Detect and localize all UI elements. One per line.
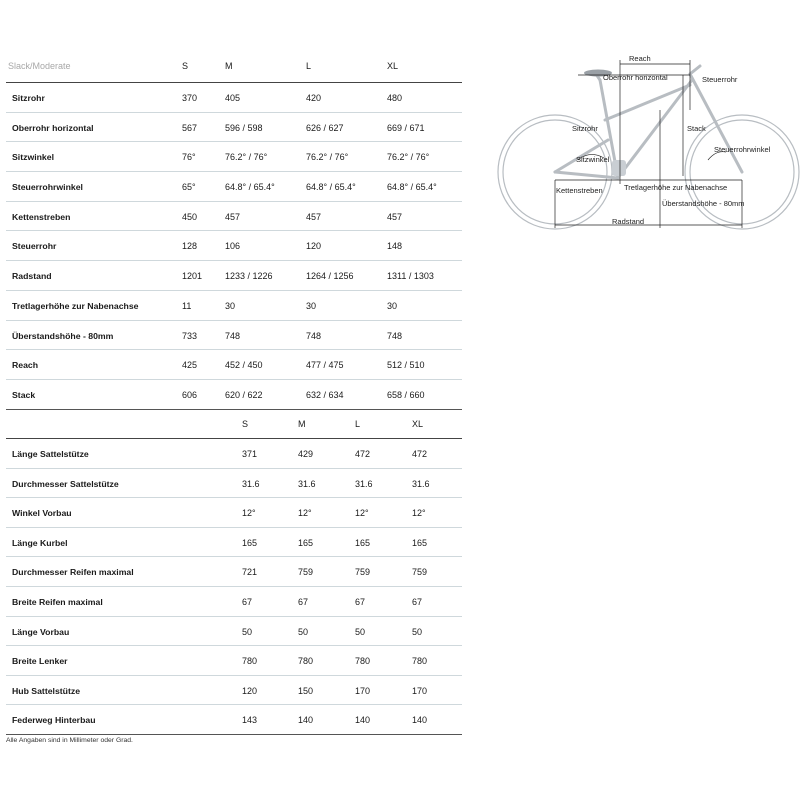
row-label: Sitzrohr xyxy=(12,93,45,103)
table-cell: 480 xyxy=(387,93,403,103)
geometry-table-header xyxy=(6,54,462,83)
bike-geometry-diagram xyxy=(492,48,771,238)
table-cell: 31.6 xyxy=(412,478,430,489)
table-cell: 620 / 622 xyxy=(225,389,263,400)
row-label: Überstandshöhe - 80mm xyxy=(12,330,114,341)
table-row xyxy=(6,557,462,587)
row-label: Radstand xyxy=(12,271,52,282)
row-label: Durchmesser Reifen maximal xyxy=(12,567,134,578)
table-cell: 106 xyxy=(225,241,241,252)
table-cell: 64.8° / 65.4° xyxy=(306,182,356,193)
table-cell: 452 / 450 xyxy=(225,360,263,371)
diagram-label-stack: Stack xyxy=(687,124,706,133)
table-cell: 76.2° / 76° xyxy=(387,152,430,163)
table-cell: 658 / 660 xyxy=(387,389,425,400)
table-row xyxy=(6,231,462,261)
diagram-label-bb-drop: Tretlagerhöhe zur Nabenachse xyxy=(624,183,728,192)
row-label: Hub Sattelstütze xyxy=(12,685,81,696)
table-cell: 370 xyxy=(182,93,198,103)
table-row xyxy=(6,676,462,706)
table-row xyxy=(6,113,462,143)
table-row xyxy=(6,587,462,617)
row-label: Steuerrohr xyxy=(12,241,57,252)
table-cell: 1311 / 1303 xyxy=(387,271,434,282)
table-cell: 669 / 671 xyxy=(387,122,425,133)
row-label: Reach xyxy=(12,360,39,371)
table-cell: 143 xyxy=(242,715,258,726)
table-cell: 50 xyxy=(298,626,309,637)
table-cell: 11 xyxy=(182,300,192,311)
row-label: Länge Kurbel xyxy=(12,537,68,548)
table-cell: 606 xyxy=(182,389,198,400)
diagram-label-head-angle: Steuerrohrwinkel xyxy=(714,145,771,154)
table-cell: 759 xyxy=(298,567,314,578)
row-label: Länge Vorbau xyxy=(12,626,70,637)
row-label: Länge Sattelstütze xyxy=(12,449,89,459)
components-table-header xyxy=(6,409,462,439)
table-row xyxy=(6,83,462,113)
table-cell: 50 xyxy=(242,626,253,637)
table-cell: 30 xyxy=(387,300,398,311)
size-header-l: L xyxy=(306,61,312,71)
table-cell: 748 xyxy=(306,330,322,341)
table-cell: 748 xyxy=(387,330,403,341)
table-cell: 76° xyxy=(182,152,196,163)
table-row xyxy=(6,172,462,202)
row-label: Winkel Vorbau xyxy=(12,508,72,519)
table-cell: 67 xyxy=(242,596,253,607)
size-header-xl: XL xyxy=(387,61,399,71)
table-cell: 31.6 xyxy=(298,478,316,489)
row-label: Federweg Hinterbau xyxy=(12,715,96,726)
table-cell: 759 xyxy=(412,567,428,578)
row-label: Breite Reifen maximal xyxy=(12,596,103,607)
table-cell: 477 / 475 xyxy=(306,360,344,371)
table-cell: 759 xyxy=(355,567,371,578)
table-cell: 371 xyxy=(242,449,258,459)
table-cell: 165 xyxy=(298,537,314,548)
table-row xyxy=(6,380,462,410)
table-row xyxy=(6,261,462,291)
size-header-s: S xyxy=(242,419,249,429)
diagram-label-seat-angle: Sitzwinkel xyxy=(576,155,610,164)
row-label: Kettenstreben xyxy=(12,211,71,222)
diagram-label-standover: Überstandshöhe - 80mm xyxy=(662,199,745,208)
mode-label: Slack/Moderate xyxy=(8,61,71,71)
table-cell: 12° xyxy=(412,508,426,519)
table-cell: 780 xyxy=(355,656,371,667)
table-cell: 405 xyxy=(225,93,241,103)
diagram-label-chainstays: Kettenstreben xyxy=(556,186,603,195)
table-cell: 472 xyxy=(355,449,371,459)
row-label: Steuerrohrwinkel xyxy=(12,182,83,193)
diagram-label-top-tube: Oberrohr horizontal xyxy=(603,73,668,82)
table-row xyxy=(6,321,462,351)
table-cell: 165 xyxy=(242,537,258,548)
table-cell: 76.2° / 76° xyxy=(225,152,268,163)
size-header-m: M xyxy=(298,419,306,429)
row-label: Oberrohr horizontal xyxy=(12,122,94,133)
table-cell: 1264 / 1256 xyxy=(306,271,354,282)
table-cell: 429 xyxy=(298,449,314,459)
table-cell: 780 xyxy=(412,656,428,667)
table-cell: 780 xyxy=(298,656,314,667)
table-cell: 170 xyxy=(412,685,428,696)
row-label: Stack xyxy=(12,389,36,400)
table-cell: 31.6 xyxy=(355,478,373,489)
table-cell: 512 / 510 xyxy=(387,360,425,371)
table-row xyxy=(6,498,462,528)
table-cell: 50 xyxy=(355,626,366,637)
diagram-label-seat-tube: Sitzrohr xyxy=(572,124,598,133)
table-cell: 150 xyxy=(298,685,314,696)
table-cell: 140 xyxy=(298,715,314,726)
table-cell: 472 xyxy=(412,449,428,459)
table-row xyxy=(6,705,462,735)
motor-unit xyxy=(612,160,626,176)
table-cell: 64.8° / 65.4° xyxy=(387,182,437,193)
table-row xyxy=(6,202,462,232)
row-label: Breite Lenker xyxy=(12,656,68,667)
table-cell: 50 xyxy=(412,626,423,637)
table-cell: 65° xyxy=(182,182,196,193)
table-row xyxy=(6,528,462,558)
row-label: Durchmesser Sattelstütze xyxy=(12,478,119,489)
table-cell: 67 xyxy=(298,596,309,607)
geometry-table xyxy=(6,54,462,410)
table-cell: 748 xyxy=(225,330,241,341)
table-cell: 30 xyxy=(306,300,317,311)
table-row xyxy=(6,142,462,172)
table-cell: 140 xyxy=(412,715,428,726)
table-cell: 457 xyxy=(306,211,322,222)
table-row xyxy=(6,350,462,380)
table-row xyxy=(6,439,462,469)
table-row xyxy=(6,469,462,499)
table-cell: 120 xyxy=(306,241,322,252)
table-cell: 31.6 xyxy=(242,478,260,489)
size-header-xl: XL xyxy=(412,419,424,429)
table-cell: 30 xyxy=(225,300,236,311)
table-cell: 64.8° / 65.4° xyxy=(225,182,275,193)
table-cell: 165 xyxy=(412,537,428,548)
table-cell: 76.2° / 76° xyxy=(306,152,349,163)
components-table xyxy=(6,409,462,735)
table-cell: 170 xyxy=(355,685,371,696)
footnote: Alle Angaben sind in Millimeter oder Grad. xyxy=(6,737,133,744)
table-cell: 457 xyxy=(387,211,403,222)
table-row xyxy=(6,617,462,647)
row-label: Tretlagerhöhe zur Nabenachse xyxy=(12,300,139,311)
size-header-l: L xyxy=(355,419,361,429)
table-cell: 721 xyxy=(242,567,258,578)
size-header-m: M xyxy=(225,61,233,71)
table-cell: 120 xyxy=(242,685,258,696)
table-cell: 596 / 598 xyxy=(225,122,263,133)
table-cell: 67 xyxy=(355,596,366,607)
table-cell: 733 xyxy=(182,330,198,341)
table-cell: 1233 / 1226 xyxy=(225,271,273,282)
table-cell: 457 xyxy=(225,211,241,222)
diagram-label-reach: Reach xyxy=(629,54,651,63)
table-cell: 148 xyxy=(387,241,403,252)
table-cell: 1201 xyxy=(182,271,203,282)
table-cell: 12° xyxy=(298,508,312,519)
table-cell: 780 xyxy=(242,656,258,667)
table-cell: 12° xyxy=(242,508,256,519)
table-cell: 12° xyxy=(355,508,369,519)
diagram-label-head-tube: Steuerrohr xyxy=(702,75,738,84)
table-cell: 567 xyxy=(182,122,198,133)
table-row xyxy=(6,646,462,676)
table-cell: 626 / 627 xyxy=(306,122,344,133)
table-cell: 632 / 634 xyxy=(306,389,344,400)
table-cell: 67 xyxy=(412,596,423,607)
table-cell: 450 xyxy=(182,211,198,222)
diagram-label-wheelbase: Radstand xyxy=(612,217,645,226)
size-header-s: S xyxy=(182,61,189,71)
table-cell: 165 xyxy=(355,537,371,548)
table-cell: 128 xyxy=(182,241,198,252)
table-cell: 140 xyxy=(355,715,371,726)
table-cell: 420 xyxy=(306,93,322,103)
row-label: Sitzwinkel xyxy=(12,152,54,163)
table-row xyxy=(6,291,462,321)
table-cell: 425 xyxy=(182,360,198,371)
